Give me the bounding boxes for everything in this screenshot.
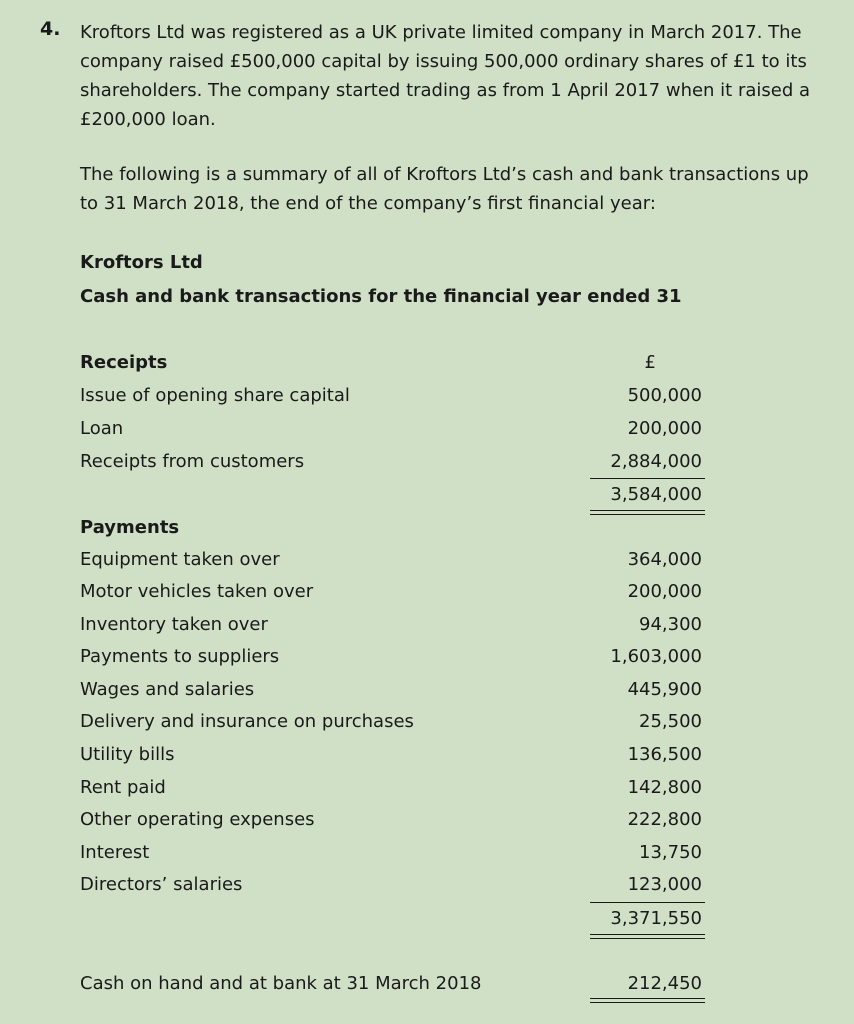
row-amount: 2,884,000 (610, 451, 702, 472)
row-amount: 500,000 (627, 385, 702, 406)
table-row (80, 385, 702, 409)
receipts-total: 3,584,000 (610, 484, 702, 505)
payments-total-row (80, 908, 702, 932)
table-row (80, 874, 702, 898)
row-amount: 123,000 (627, 874, 702, 895)
table-row (80, 614, 702, 638)
row-amount: 13,750 (639, 842, 702, 863)
payments-heading: Payments (80, 517, 180, 538)
row-label: Inventory taken over (80, 614, 268, 635)
table-row (80, 711, 702, 735)
row-label: Loan (80, 418, 124, 439)
receipts-header-row (80, 352, 702, 376)
table-row (80, 744, 702, 768)
row-label: Delivery and insurance on purchases (80, 711, 414, 732)
closing-balance-row (80, 973, 702, 997)
row-amount: 200,000 (627, 418, 702, 439)
row-label: Equipment taken over (80, 549, 280, 570)
row-label: Receipts from customers (80, 451, 305, 472)
currency-symbol: £ (644, 352, 656, 373)
row-amount: 200,000 (627, 581, 702, 602)
table-row (80, 679, 702, 703)
row-label: Issue of opening share capital (80, 385, 350, 406)
row-amount: 445,900 (627, 679, 702, 700)
total-double-rule (590, 510, 705, 515)
statement-title: Cash and bank transactions for the financial year ended 31 (80, 286, 682, 307)
intro-paragraph-2: The following is a summary of all of Kroftors Ltd’s cash and bank transactions up to 31 March 2018, the end of the company’s first financial year: (80, 164, 809, 214)
subtotal-rule (590, 902, 705, 903)
table-row (80, 549, 702, 573)
table-row (80, 581, 702, 605)
intro-paragraph-1: Kroftors Ltd was registered as a UK private limited company in March 2017. The company raised £500,000 capital by issuing 500,000 ordinary shares of £1 to its shareholders. The company started trading as from 1 April 2017 when it raised a £200,000 loan. (80, 22, 811, 130)
row-amount: 142,800 (627, 777, 702, 798)
table-row (80, 777, 702, 801)
row-label: Payments to suppliers (80, 646, 280, 667)
payments-header-row (80, 517, 702, 541)
table-row (80, 809, 702, 833)
question-text (80, 18, 830, 218)
row-label: Motor vehicles taken over (80, 581, 314, 602)
row-label: Wages and salaries (80, 679, 255, 700)
total-double-rule (590, 934, 705, 939)
subtotal-rule (590, 478, 705, 479)
receipts-heading: Receipts (80, 352, 168, 373)
closing-amount: 212,450 (627, 973, 702, 994)
row-amount: 1,603,000 (610, 646, 702, 667)
question-number: 4. (40, 18, 61, 40)
row-amount: 222,800 (627, 809, 702, 830)
row-amount: 364,000 (627, 549, 702, 570)
payments-total: 3,371,550 (610, 908, 702, 929)
row-label: Utility bills (80, 744, 175, 765)
table-row (80, 451, 702, 475)
company-name: Kroftors Ltd (80, 252, 203, 273)
row-label: Directors’ salaries (80, 874, 243, 895)
closing-label: Cash on hand and at bank at 31 March 2018 (80, 973, 482, 994)
table-row (80, 646, 702, 670)
row-label: Other operating expenses (80, 809, 315, 830)
receipts-total-row (80, 484, 702, 508)
table-row (80, 418, 702, 442)
row-label: Rent paid (80, 777, 166, 798)
row-label: Interest (80, 842, 150, 863)
closing-double-rule (590, 998, 705, 1003)
row-amount: 136,500 (627, 744, 702, 765)
table-row (80, 842, 702, 866)
row-amount: 25,500 (639, 711, 702, 732)
row-amount: 94,300 (639, 614, 702, 635)
